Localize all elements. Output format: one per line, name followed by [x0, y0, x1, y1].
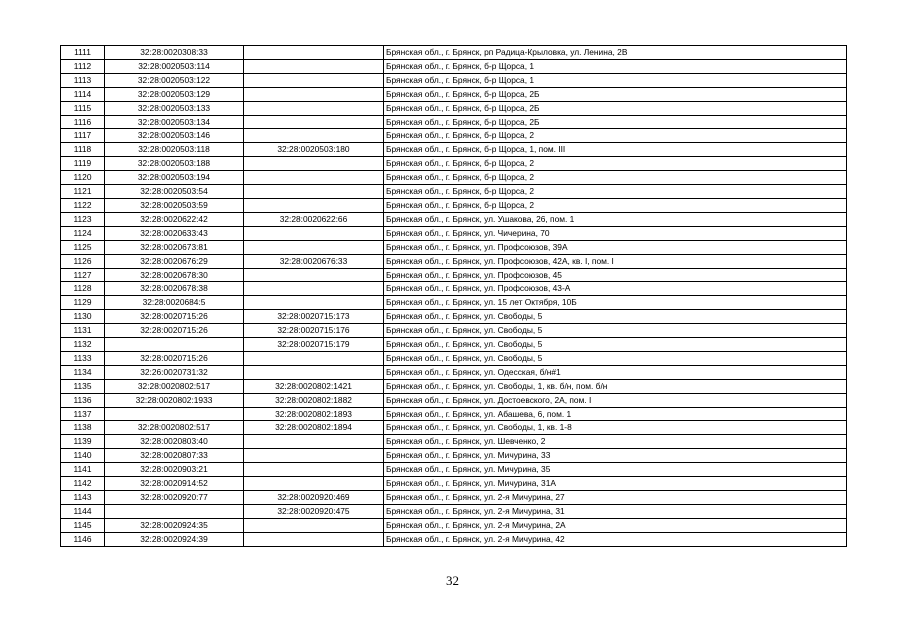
address: Брянская обл., г. Брянск, б-р Щорса, 2Б — [384, 115, 847, 129]
address: Брянская обл., г. Брянск, б-р Щорса, 1 — [384, 73, 847, 87]
row-number: 1139 — [61, 435, 105, 449]
row-number: 1118 — [61, 143, 105, 157]
parent-cadastral-number: 32:28:0020715:173 — [244, 310, 384, 324]
address: Брянская обл., г. Брянск, ул. Свободы, 1, кв. б/н, пом. б/н — [384, 379, 847, 393]
cadastral-number: 32:28:0020802:1933 — [105, 393, 244, 407]
row-number: 1128 — [61, 282, 105, 296]
address: Брянская обл., г. Брянск, ул. Ушакова, 26, пом. 1 — [384, 212, 847, 226]
row-number: 1113 — [61, 73, 105, 87]
row-number: 1121 — [61, 185, 105, 199]
row-number: 1111 — [61, 46, 105, 60]
address: Брянская обл., г. Брянск, ул. 2-я Мичурина, 2А — [384, 518, 847, 532]
table-row — [61, 73, 847, 87]
table-row — [61, 254, 847, 268]
table-row — [61, 115, 847, 129]
parent-cadastral-number — [244, 46, 384, 60]
address: Брянская обл., г. Брянск, ул. Одесская, б/н#1 — [384, 365, 847, 379]
parent-cadastral-number: 32:28:0020715:176 — [244, 324, 384, 338]
parent-cadastral-number: 32:28:0020802:1894 — [244, 421, 384, 435]
row-number: 1135 — [61, 379, 105, 393]
table-row — [61, 477, 847, 491]
table-row — [61, 449, 847, 463]
parent-cadastral-number — [244, 463, 384, 477]
cadastral-number: 32:28:0020684:5 — [105, 296, 244, 310]
row-number: 1144 — [61, 504, 105, 518]
parent-cadastral-number: 32:28:0020802:1421 — [244, 379, 384, 393]
cadastral-number: 32:28:0020503:194 — [105, 171, 244, 185]
cadastral-number: 32:28:0020715:26 — [105, 351, 244, 365]
cadastral-number: 32:28:0020802:517 — [105, 379, 244, 393]
address: Брянская обл., г. Брянск, ул. Шевченко, 2 — [384, 435, 847, 449]
table-row — [61, 379, 847, 393]
address: Брянская обл., г. Брянск, ул. Профсоюзов, 43-А — [384, 282, 847, 296]
parent-cadastral-number — [244, 477, 384, 491]
address: Брянская обл., г. Брянск, ул. Свободы, 5 — [384, 338, 847, 352]
parent-cadastral-number — [244, 351, 384, 365]
cadastral-number: 32:28:0020503:129 — [105, 87, 244, 101]
cadastral-number: 32:28:0020622:42 — [105, 212, 244, 226]
address: Брянская обл., г. Брянск, ул. Мичурина, 33 — [384, 449, 847, 463]
cadastral-number: 32:28:0020678:30 — [105, 268, 244, 282]
table-row — [61, 296, 847, 310]
table-row — [61, 46, 847, 60]
cadastral-number: 32:28:0020924:35 — [105, 518, 244, 532]
table-row — [61, 393, 847, 407]
cadastral-number: 32:28:0020503:133 — [105, 101, 244, 115]
parent-cadastral-number — [244, 449, 384, 463]
parent-cadastral-number: 32:28:0020676:33 — [244, 254, 384, 268]
parent-cadastral-number — [244, 157, 384, 171]
cadastral-number: 32:28:0020920:77 — [105, 491, 244, 505]
parent-cadastral-number — [244, 129, 384, 143]
row-number: 1116 — [61, 115, 105, 129]
row-number: 1134 — [61, 365, 105, 379]
parent-cadastral-number — [244, 240, 384, 254]
cadastral-number: 32:28:0020503:188 — [105, 157, 244, 171]
parent-cadastral-number: 32:28:0020715:179 — [244, 338, 384, 352]
table-row — [61, 351, 847, 365]
address: Брянская обл., г. Брянск, ул. 2-я Мичурина, 27 — [384, 491, 847, 505]
table-row — [61, 268, 847, 282]
table-row — [61, 143, 847, 157]
table-row — [61, 101, 847, 115]
address: Брянская обл., г. Брянск, б-р Щорса, 2 — [384, 129, 847, 143]
parent-cadastral-number — [244, 115, 384, 129]
cadastral-number — [105, 504, 244, 518]
address: Брянская обл., г. Брянск, б-р Щорса, 2Б — [384, 101, 847, 115]
table-row — [61, 171, 847, 185]
cadastral-number: 32:28:0020924:39 — [105, 532, 244, 546]
parent-cadastral-number: 32:28:0020920:469 — [244, 491, 384, 505]
cadastral-number: 32:28:0020633:43 — [105, 226, 244, 240]
row-number: 1140 — [61, 449, 105, 463]
address: Брянская обл., г. Брянск, б-р Щорса, 2 — [384, 157, 847, 171]
cadastral-number: 32:28:0020676:29 — [105, 254, 244, 268]
address: Брянская обл., г. Брянск, ул. 15 лет Октября, 10Б — [384, 296, 847, 310]
row-number: 1143 — [61, 491, 105, 505]
table-row — [61, 185, 847, 199]
cadastral-number: 32:28:0020802:517 — [105, 421, 244, 435]
address: Брянская обл., г. Брянск, ул. Профсоюзов, 39А — [384, 240, 847, 254]
table-row — [61, 463, 847, 477]
cadastral-number: 32:28:0020803:40 — [105, 435, 244, 449]
row-number: 1115 — [61, 101, 105, 115]
table-row — [61, 282, 847, 296]
parent-cadastral-number: 32:28:0020802:1882 — [244, 393, 384, 407]
cadastral-number: 32:28:0020715:26 — [105, 324, 244, 338]
row-number: 1114 — [61, 87, 105, 101]
cadastral-number: 32:28:0020678:38 — [105, 282, 244, 296]
address: Брянская обл., г. Брянск, ул. Свободы, 1, кв. 1-8 — [384, 421, 847, 435]
page-number: 32 — [446, 573, 459, 588]
cadastral-number: 32:28:0020503:59 — [105, 198, 244, 212]
table-row — [61, 338, 847, 352]
address: Брянская обл., г. Брянск, б-р Щорса, 2 — [384, 198, 847, 212]
cadastral-number — [105, 407, 244, 421]
table-row — [61, 226, 847, 240]
row-number: 1119 — [61, 157, 105, 171]
row-number: 1123 — [61, 212, 105, 226]
table-row — [61, 504, 847, 518]
address: Брянская обл., г. Брянск, б-р Щорса, 2 — [384, 171, 847, 185]
address: Брянская обл., г. Брянск, б-р Щорса, 2 — [384, 185, 847, 199]
parent-cadastral-number — [244, 532, 384, 546]
cadastral-number: 32:28:0020673:81 — [105, 240, 244, 254]
parent-cadastral-number — [244, 435, 384, 449]
row-number: 1124 — [61, 226, 105, 240]
row-number: 1136 — [61, 393, 105, 407]
row-number: 1130 — [61, 310, 105, 324]
parent-cadastral-number: 32:28:0020802:1893 — [244, 407, 384, 421]
table-row — [61, 365, 847, 379]
parent-cadastral-number — [244, 171, 384, 185]
parent-cadastral-number — [244, 518, 384, 532]
parent-cadastral-number — [244, 198, 384, 212]
table-row — [61, 518, 847, 532]
cadastral-number: 32:28:0020503:146 — [105, 129, 244, 143]
address: Брянская обл., г. Брянск, ул. 2-я Мичурина, 31 — [384, 504, 847, 518]
table-row — [61, 435, 847, 449]
parent-cadastral-number: 32:28:0020920:475 — [244, 504, 384, 518]
table-row — [61, 324, 847, 338]
table-row — [61, 532, 847, 546]
parent-cadastral-number — [244, 73, 384, 87]
address: Брянская обл., г. Брянск, ул. Профсоюзов, 42А, кв. I, пом. I — [384, 254, 847, 268]
table-row — [61, 491, 847, 505]
table-row — [61, 240, 847, 254]
table-row — [61, 212, 847, 226]
address: Брянская обл., г. Брянск, ул. Свободы, 5 — [384, 324, 847, 338]
parent-cadastral-number — [244, 282, 384, 296]
table-row — [61, 157, 847, 171]
address: Брянская обл., г. Брянск, ул. Мичурина, 35 — [384, 463, 847, 477]
address: Брянская обл., г. Брянск, ул. Мичурина, 31А — [384, 477, 847, 491]
parent-cadastral-number — [244, 59, 384, 73]
address: Брянская обл., г. Брянск, рп Радица-Крыловка, ул. Ленина, 2В — [384, 46, 847, 60]
cadastral-number: 32:28:0020903:21 — [105, 463, 244, 477]
table-row — [61, 129, 847, 143]
row-number: 1138 — [61, 421, 105, 435]
row-number: 1132 — [61, 338, 105, 352]
row-number: 1145 — [61, 518, 105, 532]
row-number: 1112 — [61, 59, 105, 73]
cadastral-number: 32:28:0020503:122 — [105, 73, 244, 87]
table-row — [61, 310, 847, 324]
cadastral-number: 32:28:0020503:134 — [105, 115, 244, 129]
address: Брянская обл., г. Брянск, ул. Свободы, 5 — [384, 351, 847, 365]
row-number: 1146 — [61, 532, 105, 546]
cadastral-number: 32:28:0020503:114 — [105, 59, 244, 73]
table-row — [61, 407, 847, 421]
cadastral-number: 32:28:0020914:52 — [105, 477, 244, 491]
cadastral-number — [105, 338, 244, 352]
cadastral-table — [60, 45, 847, 547]
table-row — [61, 198, 847, 212]
cadastral-number: 32:28:0020807:33 — [105, 449, 244, 463]
row-number: 1125 — [61, 240, 105, 254]
cadastral-number: 32:26:0020731:32 — [105, 365, 244, 379]
row-number: 1131 — [61, 324, 105, 338]
row-number: 1117 — [61, 129, 105, 143]
cadastral-number: 32:28:0020308:33 — [105, 46, 244, 60]
address: Брянская обл., г. Брянск, ул. 2-я Мичурина, 42 — [384, 532, 847, 546]
parent-cadastral-number — [244, 185, 384, 199]
row-number: 1137 — [61, 407, 105, 421]
cadastral-number: 32:28:0020503:118 — [105, 143, 244, 157]
parent-cadastral-number: 32:28:0020622:66 — [244, 212, 384, 226]
parent-cadastral-number — [244, 365, 384, 379]
row-number: 1141 — [61, 463, 105, 477]
row-number: 1129 — [61, 296, 105, 310]
table-body — [61, 46, 847, 547]
parent-cadastral-number: 32:28:0020503:180 — [244, 143, 384, 157]
table-row — [61, 87, 847, 101]
address: Брянская обл., г. Брянск, ул. Профсоюзов, 45 — [384, 268, 847, 282]
row-number: 1126 — [61, 254, 105, 268]
row-number: 1127 — [61, 268, 105, 282]
parent-cadastral-number — [244, 101, 384, 115]
address: Брянская обл., г. Брянск, б-р Щорса, 1, пом. III — [384, 143, 847, 157]
address: Брянская обл., г. Брянск, ул. Чичерина, 70 — [384, 226, 847, 240]
table-row — [61, 59, 847, 73]
cadastral-number: 32:28:0020503:54 — [105, 185, 244, 199]
row-number: 1122 — [61, 198, 105, 212]
address: Брянская обл., г. Брянск, б-р Щорса, 1 — [384, 59, 847, 73]
cadastral-number: 32:28:0020715:26 — [105, 310, 244, 324]
row-number: 1142 — [61, 477, 105, 491]
row-number: 1120 — [61, 171, 105, 185]
parent-cadastral-number — [244, 268, 384, 282]
address: Брянская обл., г. Брянск, ул. Свободы, 5 — [384, 310, 847, 324]
parent-cadastral-number — [244, 226, 384, 240]
table-row — [61, 421, 847, 435]
parent-cadastral-number — [244, 87, 384, 101]
address: Брянская обл., г. Брянск, ул. Достоевского, 2А, пом. I — [384, 393, 847, 407]
row-number: 1133 — [61, 351, 105, 365]
parent-cadastral-number — [244, 296, 384, 310]
address: Брянская обл., г. Брянск, б-р Щорса, 2Б — [384, 87, 847, 101]
address: Брянская обл., г. Брянск, ул. Абашева, 6, пом. 1 — [384, 407, 847, 421]
